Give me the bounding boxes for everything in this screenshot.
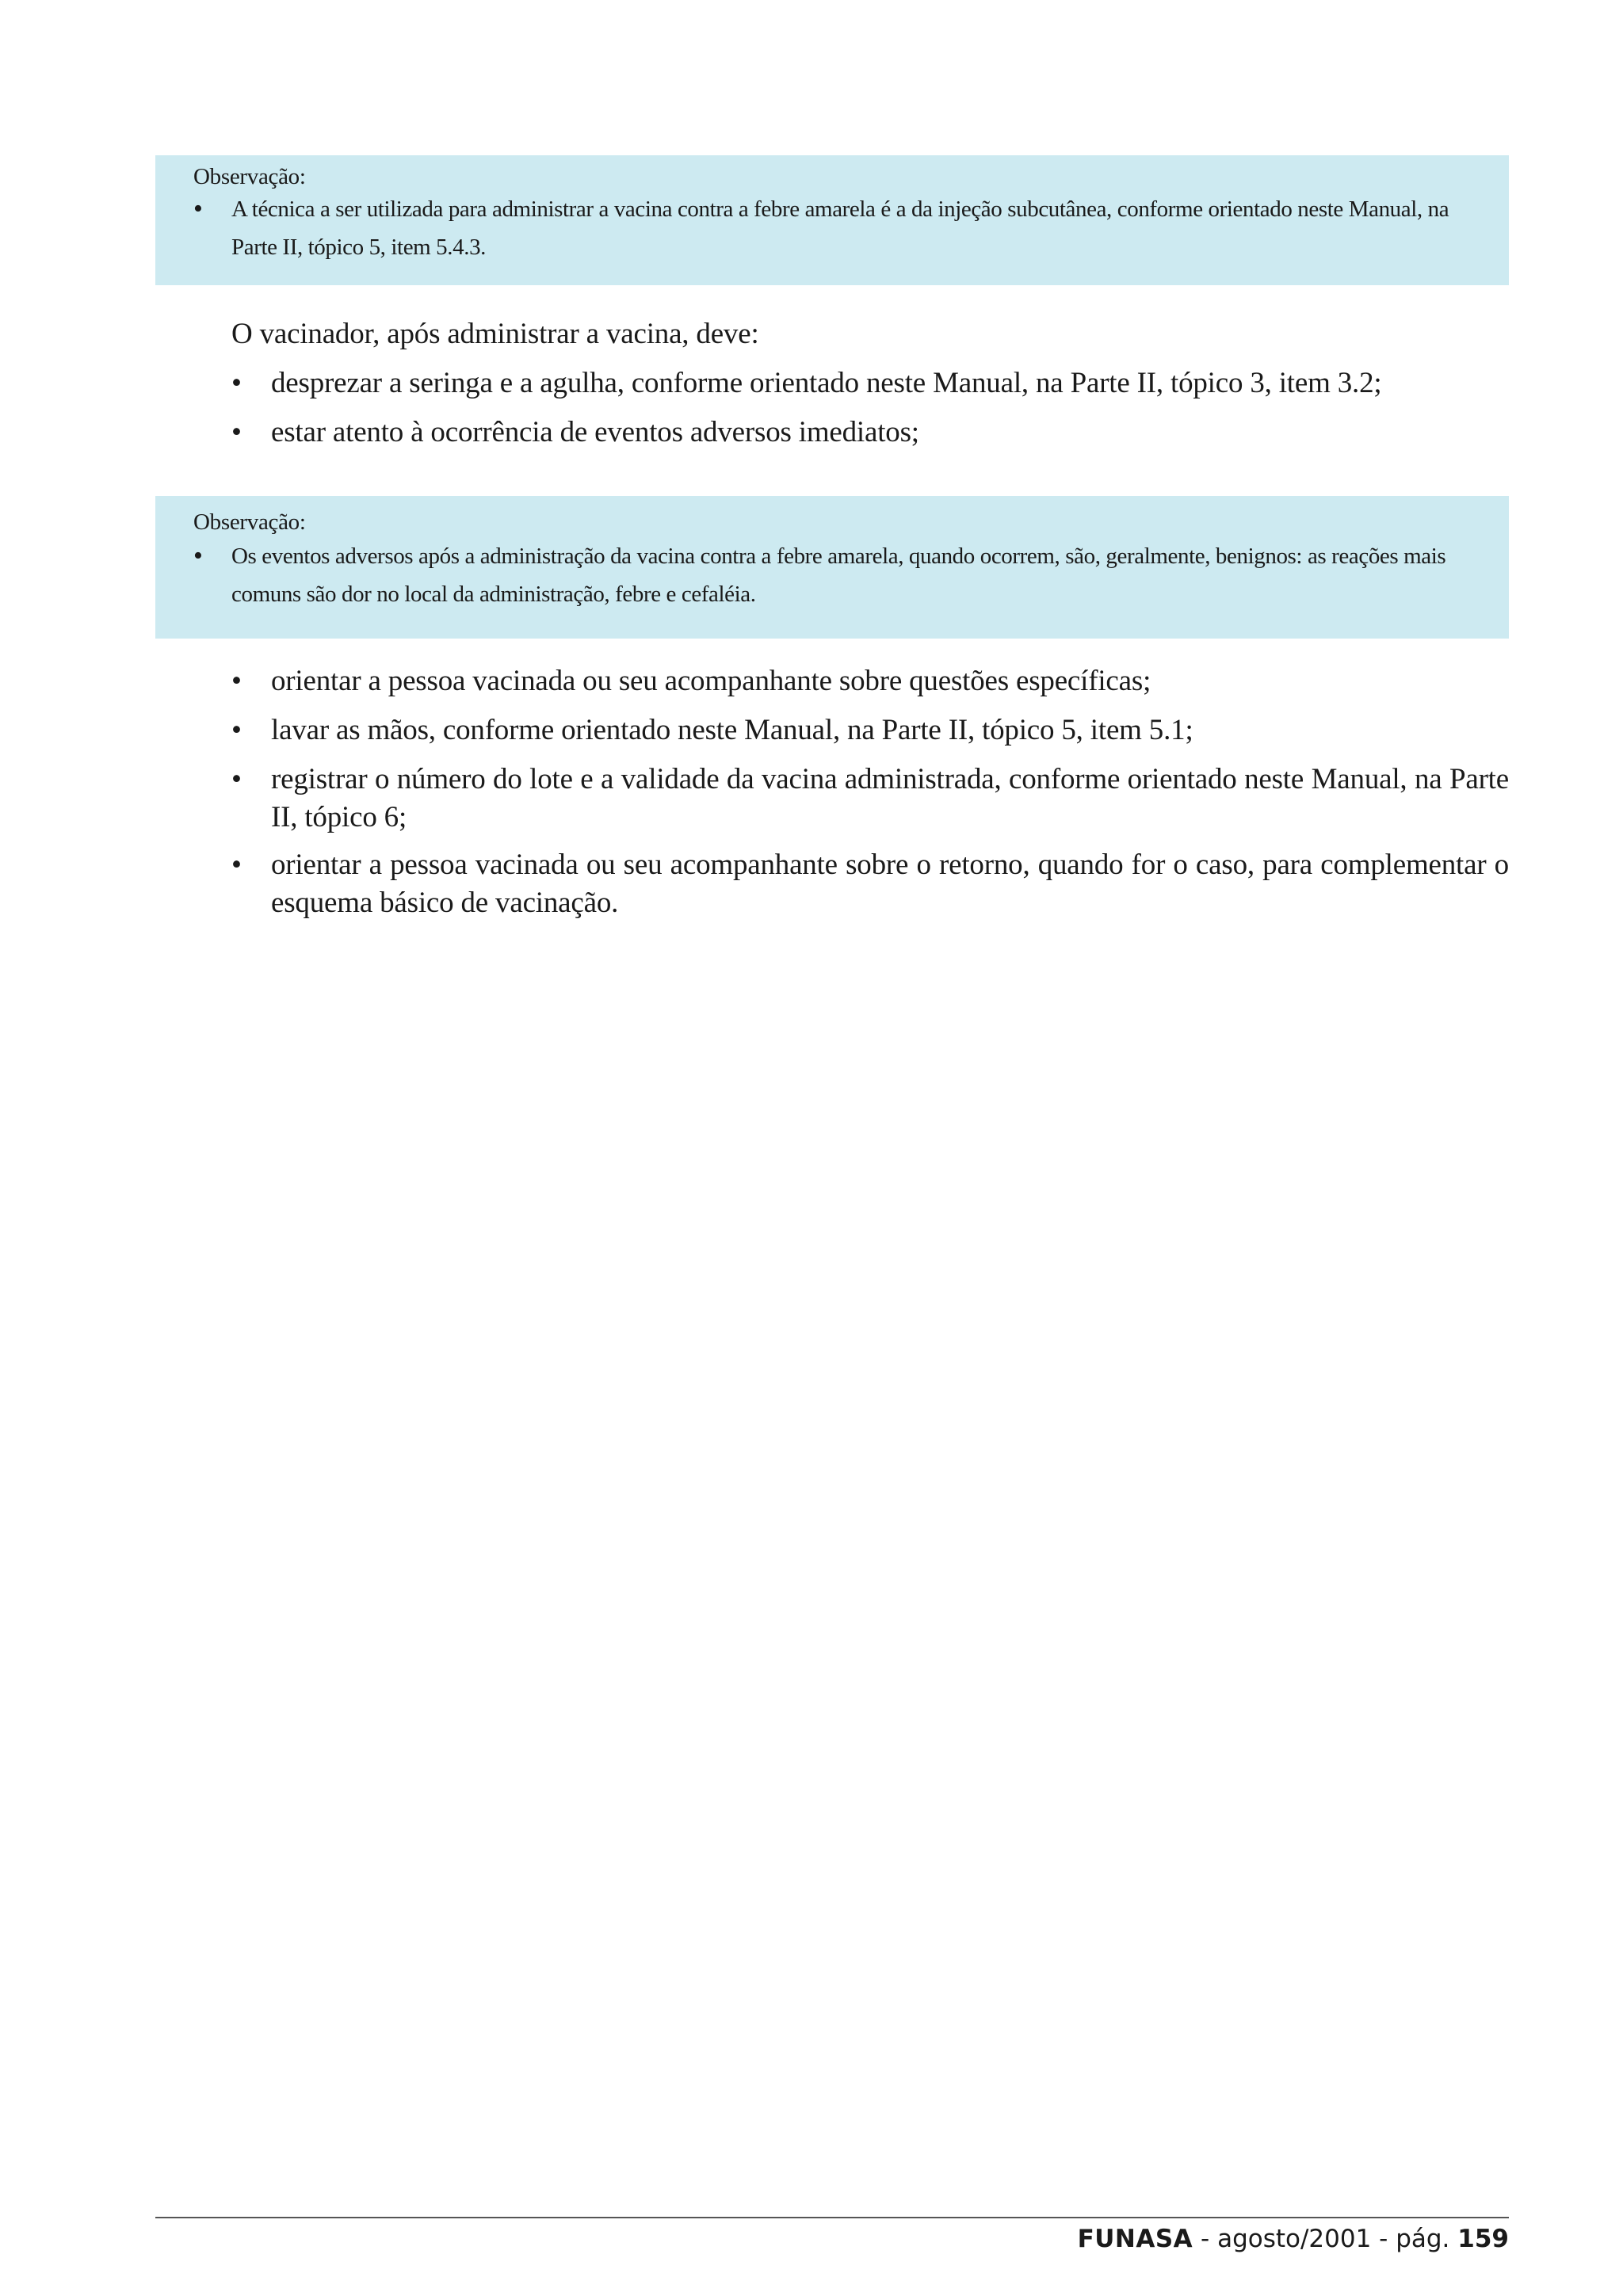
list-item [231,711,1509,749]
list-item-text: orientar a pessoa vacinada ou seu acompanhante sobre o retorno, quando for o caso, para complementar o esquema básico de vacinação. [271,849,1509,919]
observation-text: Os eventos adversos após a administração da vacina contra a febre amarela, quando ocorrem, são, geralmente, benignos: as reações mais comuns são dor no local da administração, febre e cefaléia. [231,543,1446,607]
bullet: • [231,849,242,881]
observation-item [193,190,1471,266]
bullet: • [231,714,242,746]
bullet: • [193,541,203,570]
list-item-text: desprezar a seringa e a agulha, conforme orientado neste Manual, na Parte II, tópico 3, item 3.2; [271,367,1382,399]
list-item-text: registrar o número do lote e a validade da vacina administrada, conforme orientado neste Manual, na Parte II, tópico 6; [271,763,1509,833]
bullet: • [231,665,242,697]
footer-brand: FUNASA [1077,2225,1193,2253]
observation-box-technique [155,155,1509,285]
list-item [231,364,1509,402]
list-item [231,662,1509,700]
observation-text: A técnica a ser utilizada para administrar a vacina contra a febre amarela é a da injeção subcutânea, conforme orientado neste Manual, na Parte II, tópico 5, item 5.4.3. [231,196,1449,260]
list-item-text: estar atento à ocorrência de eventos adversos imediatos; [271,416,919,448]
observation-title: Observação: [193,164,306,189]
footer-divider [155,2217,1509,2218]
bullet: • [193,194,203,223]
list-item-text: orientar a pessoa vacinada ou seu acompanhante sobre questões específicas; [271,665,1151,697]
bullet: • [231,367,242,399]
observation-box-adverse-events [155,496,1509,639]
page-number: 159 [1457,2225,1509,2253]
bullet: • [231,416,242,448]
intro-paragraph: O vacinador, após administrar a vacina, deve: [231,318,759,350]
page-footer [1078,2223,1509,2255]
list-item [231,414,1509,452]
observation-title: Observação: [193,509,306,535]
list-item [231,846,1509,922]
bullet: • [231,763,242,795]
list-item [231,761,1509,837]
observation-item [193,537,1471,613]
footer-date: - agosto/2001 - pág. [1193,2225,1458,2253]
list-item-text: lavar as mãos, conforme orientado neste Manual, na Parte II, tópico 5, item 5.1; [271,714,1193,746]
